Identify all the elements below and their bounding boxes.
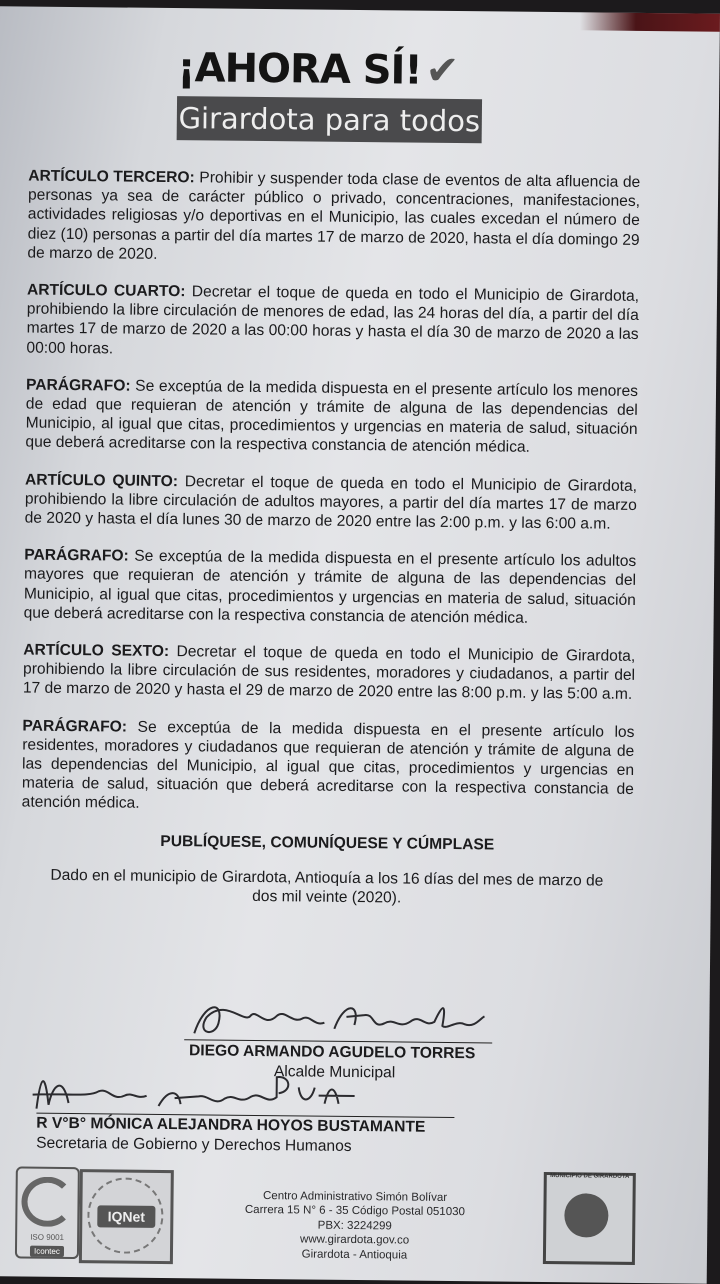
article-heading: PARÁGRAFO: bbox=[22, 717, 128, 736]
signer-1-name: DIEGO ARMANDO AGUDELO TORRES bbox=[189, 1042, 476, 1063]
article-text: Decretar el toque de queda en todo el Municipio de Girardota, prohibiendo la libre circulación de menores de edad, las 24 horas del día, a partir del día martes 17 de marzo de 2020 a las 00:00 horas y hasta el día 30 de marzo de 2020 a las 00:00 horas. bbox=[26, 283, 640, 358]
article-heading: ARTÍCULO CUARTO: bbox=[26, 281, 186, 301]
dated-statement: Dado en el municipio de Girardota, Antioquía a los 16 días del mes de marzo de dos mil veinte (2020). bbox=[50, 866, 604, 907]
footer-address bbox=[227, 1189, 483, 1264]
iqnet-ring-icon bbox=[87, 1177, 164, 1254]
publish-statement: PUBLÍQUESE, COMUNÍQUESE Y CÚMPLASE bbox=[160, 832, 495, 854]
checkmark-icon: ✔ bbox=[425, 47, 459, 95]
signature-2-image bbox=[28, 1065, 359, 1118]
article-heading: PARÁGRAFO: bbox=[25, 376, 131, 395]
municipality-seal bbox=[543, 1172, 636, 1265]
article-heading: ARTÍCULO QUINTO: bbox=[24, 471, 179, 490]
logo-main-text bbox=[177, 46, 487, 93]
article-heading: ARTÍCULO TERCERO: bbox=[28, 167, 195, 187]
paragrafo-3 bbox=[22, 716, 635, 818]
background-object bbox=[580, 12, 720, 31]
article-cuarto bbox=[26, 281, 639, 364]
article-sexto bbox=[23, 641, 636, 705]
address-line: www.girardota.gov.co bbox=[300, 1233, 410, 1247]
paragrafo-2 bbox=[24, 546, 637, 629]
logo-subtitle: Girardota para todos bbox=[177, 96, 482, 143]
iqnet-certification-logo bbox=[79, 1169, 174, 1264]
article-text: Se exceptúa de la medida dispuesta en el presente artículo los adultos mayores que requieran de atención y trámite de alguna de las dependencias del Municipio, al igual que citas, procedimientos y urgencias en materia de salud, situación que deberá acreditarse con la respectiva constancia de atención médica. bbox=[23, 547, 637, 627]
coat-of-arms-icon bbox=[564, 1193, 608, 1237]
iso-label: ISO 9001 bbox=[30, 1232, 65, 1242]
document-body bbox=[20, 167, 640, 929]
logo bbox=[177, 46, 488, 143]
icontec-label: Icontec bbox=[30, 1246, 64, 1257]
article-text: Se exceptúa de la medida dispuesta en el presente artículo los menores de edad que requieran de atención y trámite de alguna de las dependencias del Municipio, al igual que citas, procedimientos y urgencias en materia de salud, situación que deberá acreditarse con la respectiva constancia de atención médica. bbox=[25, 377, 639, 457]
logo-title: ¡AHORA SÍ! bbox=[177, 45, 422, 94]
article-heading: ARTÍCULO SEXTO: bbox=[23, 641, 170, 661]
signature-1-image bbox=[184, 993, 494, 1044]
signer-1-role: Alcalde Municipal bbox=[273, 1063, 396, 1082]
seal-label: MUNICIPIO DE GIRARDOTA bbox=[550, 1173, 630, 1180]
document-page bbox=[0, 6, 720, 1283]
signer-2-name: R V°B° MÓNICA ALEJANDRA HOYOS BUSTAMANTE bbox=[36, 1114, 426, 1136]
icontec-c-icon bbox=[21, 1177, 74, 1228]
signer-2-role: Secretaria de Gobierno y Derechos Humanos bbox=[36, 1134, 352, 1155]
address-line: Centro Administrativo Simón Bolívar bbox=[262, 1190, 448, 1204]
iqnet-label: IQNet bbox=[97, 1205, 155, 1228]
address-line: Carrera 15 N° 6 - 35 Código Postal 051030 bbox=[244, 1204, 465, 1219]
paragrafo-1 bbox=[25, 375, 638, 458]
address-line: PBX: 3224299 bbox=[317, 1219, 392, 1233]
article-text: Se exceptúa de la medida dispuesta en el presente artículo los residentes, moradores y ciudadanos que requieran de atención y trámite de alguna de las dependencias del Municipio, al igual que citas, procedimientos y urgencias en materia de salud, situación que deberá acreditarse con la respectiva constancia de atención médica. bbox=[21, 718, 635, 813]
article-text: Prohibir y suspender toda clase de eventos de alta afluencia de personas ya sea de carácter público o privado, concentraciones, manifestaciones, actividades religiosas y/o deportivas en el Municipio, las cuales excedan el número de diez (10) personas a partir del día martes 17 de marzo de 2020, hasta el día domingo 29 de marzo de 2020. bbox=[27, 169, 641, 263]
document-footer bbox=[0, 1156, 708, 1284]
article-quinto bbox=[25, 470, 638, 534]
icontec-certification-logo bbox=[15, 1166, 80, 1259]
article-tercero bbox=[27, 167, 640, 269]
article-heading: PARÁGRAFO: bbox=[24, 546, 129, 565]
article-text: Decretar el toque de queda en todo el Municipio de Girardota, prohibiendo la libre circulación de adultos mayores, a partir del día martes 17 de marzo de 2020 y hasta el día lunes 30 de marzo de 2020 entre las 2:00 p.m. y las 6:00 a.m. bbox=[24, 472, 638, 533]
article-text: Decretar el toque de queda en todo el Municipio de Girardota, prohibiendo la libre circulación de sus residentes, moradores y ciudadanos, a partir del 17 de marzo de 2020 y hasta el 29 de marzo de 2020 entre las 8:00 p.m. y las 5:00 a.m. bbox=[22, 643, 636, 704]
address-line: Girardota - Antioquia bbox=[301, 1248, 408, 1262]
